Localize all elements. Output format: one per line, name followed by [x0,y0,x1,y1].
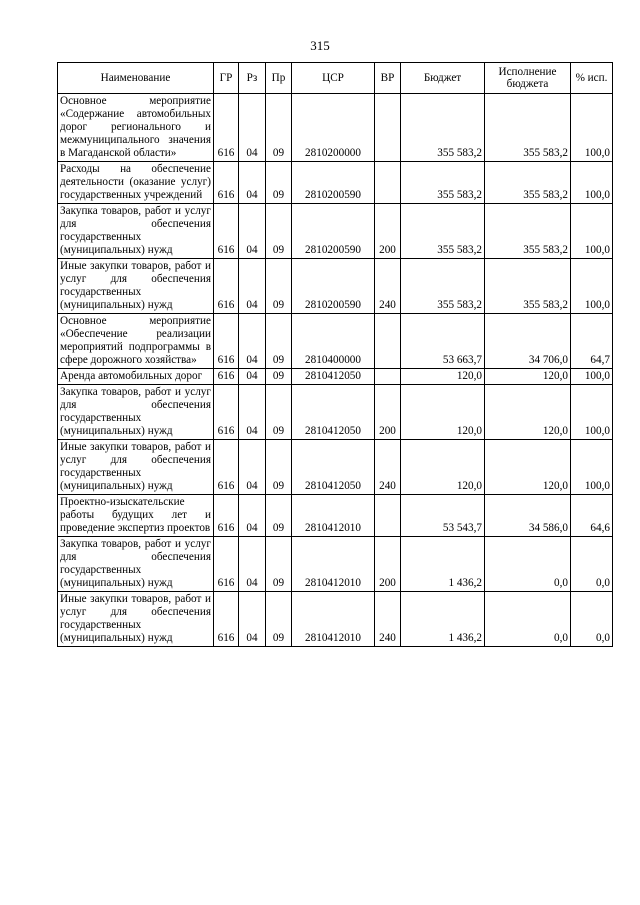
cell-name [58,369,214,385]
header-name: Наименование [58,63,214,94]
row-name-text: Закупка товаров, работ и услуг для обеспечения государственных (муниципальных) нужд [60,205,211,256]
cell-vr [375,495,401,537]
table-row [58,204,613,259]
header-vr: ВР [375,63,401,94]
cell-vr: 240 [375,592,401,647]
cell-pr: 09 [266,440,292,495]
cell-csr: 2810412010 [292,495,375,537]
cell-budget: 120,0 [401,385,485,440]
cell-csr: 2810200590 [292,259,375,314]
cell-vr [375,94,401,162]
cell-percent: 100,0 [571,94,613,162]
cell-rz: 04 [239,495,266,537]
header-rz: Рз [239,63,266,94]
cell-execution: 34 586,0 [485,495,571,537]
cell-rz: 04 [239,162,266,204]
cell-vr: 240 [375,259,401,314]
cell-rz: 04 [239,537,266,592]
cell-name [58,440,214,495]
cell-vr [375,162,401,204]
cell-csr: 2810412050 [292,369,375,385]
row-name-text: Расходы на обеспечение деятельности (оказание услуг) государственных учреждений [60,163,211,201]
cell-gr: 616 [214,495,239,537]
cell-pr: 09 [266,314,292,369]
table-row [58,94,613,162]
cell-execution: 120,0 [485,440,571,495]
cell-name [58,537,214,592]
cell-pr: 09 [266,162,292,204]
page-number: 315 [310,38,330,53]
cell-name [58,162,214,204]
cell-vr: 200 [375,204,401,259]
cell-percent: 100,0 [571,204,613,259]
row-name-text: Основное мероприятие «Содержание автомобильных дорог регионального и межмуниципального значения в Магаданской области» [60,95,211,159]
cell-vr: 200 [375,537,401,592]
cell-rz: 04 [239,259,266,314]
cell-execution: 355 583,2 [485,162,571,204]
header-gr: ГР [214,63,239,94]
cell-execution: 120,0 [485,369,571,385]
cell-csr: 2810200590 [292,162,375,204]
row-name-text: Закупка товаров, работ и услуг для обеспечения государственных (муниципальных) нужд [60,538,211,589]
cell-gr: 616 [214,537,239,592]
cell-percent: 100,0 [571,440,613,495]
row-name-text: Иные закупки товаров, работ и услуг для обеспечения государственных (муниципальных) нужд [60,593,211,644]
cell-csr: 2810412010 [292,537,375,592]
cell-rz: 04 [239,592,266,647]
cell-csr: 2810200590 [292,204,375,259]
cell-gr: 616 [214,259,239,314]
row-name-text: Иные закупки товаров, работ и услуг для обеспечения государственных (муниципальных) нужд [60,260,211,311]
cell-csr: 2810400000 [292,314,375,369]
header-pr: Пр [266,63,292,94]
cell-execution: 0,0 [485,537,571,592]
cell-pr: 09 [266,369,292,385]
row-name-text: Иные закупки товаров, работ и услуг для обеспечения государственных (муниципальных) нужд [60,441,211,492]
cell-budget: 355 583,2 [401,162,485,204]
cell-pr: 09 [266,495,292,537]
cell-name [58,94,214,162]
cell-name [58,495,214,537]
cell-rz: 04 [239,369,266,385]
cell-percent: 100,0 [571,369,613,385]
cell-budget: 53 663,7 [401,314,485,369]
row-name-text: Аренда автомобильных дорог [60,370,203,382]
header-budget: Бюджет [401,63,485,94]
cell-percent: 100,0 [571,259,613,314]
cell-pr: 09 [266,259,292,314]
cell-budget: 1 436,2 [401,592,485,647]
cell-gr: 616 [214,369,239,385]
cell-pr: 09 [266,537,292,592]
cell-rz: 04 [239,94,266,162]
cell-rz: 04 [239,204,266,259]
cell-pr: 09 [266,204,292,259]
cell-budget: 355 583,2 [401,204,485,259]
cell-name [58,592,214,647]
table-row [58,162,613,204]
cell-gr: 616 [214,162,239,204]
cell-execution: 355 583,2 [485,204,571,259]
cell-execution: 355 583,2 [485,94,571,162]
table-body [58,94,613,647]
cell-pr: 09 [266,592,292,647]
header-percent: % исп. [571,63,613,94]
cell-gr: 616 [214,204,239,259]
table-row [58,314,613,369]
cell-gr: 616 [214,440,239,495]
cell-execution: 0,0 [485,592,571,647]
cell-budget: 53 543,7 [401,495,485,537]
table-row [58,369,613,385]
cell-budget: 355 583,2 [401,259,485,314]
cell-gr: 616 [214,314,239,369]
cell-name [58,259,214,314]
cell-percent: 0,0 [571,537,613,592]
cell-name [58,314,214,369]
table-header [58,63,613,94]
cell-gr: 616 [214,592,239,647]
table-row [58,259,613,314]
table-row [58,440,613,495]
row-name-text: Закупка товаров, работ и услуг для обеспечения государственных (муниципальных) нужд [60,386,211,437]
cell-budget: 1 436,2 [401,537,485,592]
row-name-text: Основное мероприятие «Обеспечение реализации мероприятий подпрограммы в сфере дорожного хозяйства» [60,315,211,366]
cell-budget: 355 583,2 [401,94,485,162]
cell-execution: 355 583,2 [485,259,571,314]
cell-gr: 616 [214,385,239,440]
cell-execution: 34 706,0 [485,314,571,369]
budget-table [57,62,613,647]
cell-vr: 240 [375,440,401,495]
cell-gr: 616 [214,94,239,162]
cell-vr: 200 [375,385,401,440]
cell-csr: 2810200000 [292,94,375,162]
header-execution: Исполнение бюджета [485,63,571,94]
cell-rz: 04 [239,385,266,440]
cell-percent: 0,0 [571,592,613,647]
table-row [58,495,613,537]
cell-pr: 09 [266,385,292,440]
cell-execution: 120,0 [485,385,571,440]
cell-budget: 120,0 [401,369,485,385]
cell-vr [375,314,401,369]
cell-vr [375,369,401,385]
cell-budget: 120,0 [401,440,485,495]
table-row [58,385,613,440]
header-csr: ЦСР [292,63,375,94]
cell-percent: 64,7 [571,314,613,369]
cell-csr: 2810412010 [292,592,375,647]
cell-rz: 04 [239,440,266,495]
cell-csr: 2810412050 [292,440,375,495]
cell-csr: 2810412050 [292,385,375,440]
row-name-text: Проектно-изыскательские работы будущих лет и проведение экспертиз проектов [60,496,211,534]
cell-rz: 04 [239,314,266,369]
cell-pr: 09 [266,94,292,162]
cell-name [58,385,214,440]
cell-name [58,204,214,259]
table-row [58,537,613,592]
cell-percent: 100,0 [571,385,613,440]
cell-percent: 64,6 [571,495,613,537]
table-row [58,592,613,647]
cell-percent: 100,0 [571,162,613,204]
